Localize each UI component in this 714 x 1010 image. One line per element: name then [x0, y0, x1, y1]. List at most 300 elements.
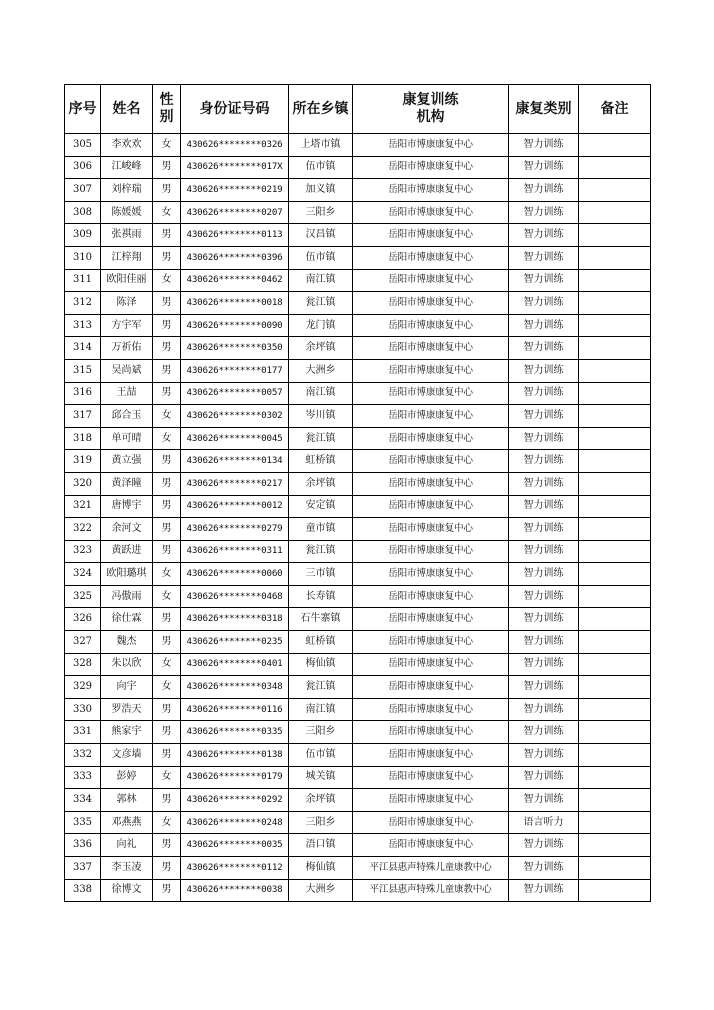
cell-institution: 岳阳市博康康复中心: [353, 382, 509, 405]
cell-seq: 321: [65, 495, 101, 518]
cell-institution: 岳阳市博康康复中心: [353, 201, 509, 224]
cell-town: 大洲乡: [289, 879, 353, 902]
cell-seq: 305: [65, 134, 101, 157]
cell-town: 伍市镇: [289, 156, 353, 179]
cell-rehab-type: 智力训练: [509, 337, 579, 360]
cell-institution: 岳阳市博康康复中心: [353, 450, 509, 473]
cell-rehab-type: 智力训练: [509, 246, 579, 269]
table-row: [65, 337, 651, 360]
table-row: [65, 179, 651, 202]
cell-sex: 女: [153, 653, 181, 676]
cell-town: 余坪镇: [289, 472, 353, 495]
cell-institution: 岳阳市博康康复中心: [353, 292, 509, 315]
cell-id: 430626********0038: [181, 879, 289, 902]
cell-name: 徐仕霖: [101, 608, 153, 631]
cell-id: 430626********0138: [181, 744, 289, 767]
cell-seq: 313: [65, 314, 101, 337]
cell-id: 430626********0468: [181, 585, 289, 608]
cell-note: [579, 608, 651, 631]
cell-sex: 男: [153, 224, 181, 247]
cell-sex: 女: [153, 134, 181, 157]
table-row: [65, 495, 651, 518]
cell-rehab-type: 智力训练: [509, 359, 579, 382]
cell-town: 三阳乡: [289, 201, 353, 224]
cell-note: [579, 879, 651, 902]
cell-rehab-type: 智力训练: [509, 585, 579, 608]
cell-sex: 女: [153, 269, 181, 292]
cell-note: [579, 269, 651, 292]
cell-id: 430626********0318: [181, 608, 289, 631]
cell-note: [579, 472, 651, 495]
cell-seq: 335: [65, 811, 101, 834]
cell-town: 加义镇: [289, 179, 353, 202]
cell-institution: 岳阳市博康康复中心: [353, 834, 509, 857]
cell-note: [579, 789, 651, 812]
cell-institution: 岳阳市博康康复中心: [353, 766, 509, 789]
cell-seq: 337: [65, 857, 101, 880]
table-row: [65, 608, 651, 631]
cell-town: 三市镇: [289, 563, 353, 586]
cell-institution: 平江县惠声特殊儿童康教中心: [353, 857, 509, 880]
cell-id: 430626********0045: [181, 427, 289, 450]
cell-id: 430626********0219: [181, 179, 289, 202]
cell-id: 430626********0248: [181, 811, 289, 834]
cell-sex: 女: [153, 427, 181, 450]
cell-rehab-type: 智力训练: [509, 540, 579, 563]
cell-id: 430626********0035: [181, 834, 289, 857]
cell-seq: 336: [65, 834, 101, 857]
cell-name: 向礼: [101, 834, 153, 857]
cell-sex: 男: [153, 450, 181, 473]
cell-rehab-type: 智力训练: [509, 269, 579, 292]
cell-note: [579, 744, 651, 767]
cell-town: 虹桥镇: [289, 631, 353, 654]
cell-note: [579, 857, 651, 880]
cell-id: 430626********0350: [181, 337, 289, 360]
cell-note: [579, 834, 651, 857]
cell-rehab-type: 智力训练: [509, 834, 579, 857]
cell-seq: 315: [65, 359, 101, 382]
cell-sex: 女: [153, 811, 181, 834]
cell-rehab-type: 智力训练: [509, 156, 579, 179]
cell-institution: 岳阳市博康康复中心: [353, 246, 509, 269]
cell-id: 430626********0217: [181, 472, 289, 495]
table-row: [65, 540, 651, 563]
cell-town: 余坪镇: [289, 789, 353, 812]
cell-rehab-type: 智力训练: [509, 314, 579, 337]
cell-sex: 男: [153, 540, 181, 563]
cell-name: 向宇: [101, 676, 153, 699]
table-row: [65, 518, 651, 541]
cell-institution: 岳阳市博康康复中心: [353, 563, 509, 586]
cell-sex: 女: [153, 201, 181, 224]
cell-rehab-type: 智力训练: [509, 721, 579, 744]
cell-sex: 男: [153, 834, 181, 857]
table-row: [65, 631, 651, 654]
table-row: [65, 857, 651, 880]
table-row: [65, 744, 651, 767]
cell-rehab-type: 智力训练: [509, 292, 579, 315]
cell-name: 黄泽瞳: [101, 472, 153, 495]
cell-rehab-type: 智力训练: [509, 201, 579, 224]
cell-seq: 308: [65, 201, 101, 224]
cell-seq: 334: [65, 789, 101, 812]
cell-sex: 男: [153, 292, 181, 315]
cell-note: [579, 314, 651, 337]
cell-name: 邱合玉: [101, 405, 153, 428]
cell-seq: 309: [65, 224, 101, 247]
cell-town: 南江镇: [289, 269, 353, 292]
cell-sex: 男: [153, 721, 181, 744]
cell-town: 三阳乡: [289, 811, 353, 834]
cell-institution: 岳阳市博康康复中心: [353, 721, 509, 744]
cell-town: 岑川镇: [289, 405, 353, 428]
cell-rehab-type: 智力训练: [509, 224, 579, 247]
cell-rehab-type: 智力训练: [509, 766, 579, 789]
cell-seq: 316: [65, 382, 101, 405]
table-row: [65, 134, 651, 157]
cell-town: 长寿镇: [289, 585, 353, 608]
cell-town: 童市镇: [289, 518, 353, 541]
table-row: [65, 382, 651, 405]
table-row: [65, 676, 651, 699]
cell-sex: 男: [153, 744, 181, 767]
header-id: 身份证号码: [181, 85, 289, 134]
cell-id: 430626********0292: [181, 789, 289, 812]
table-row: [65, 427, 651, 450]
cell-seq: 311: [65, 269, 101, 292]
cell-rehab-type: 智力训练: [509, 857, 579, 880]
cell-id: 430626********0207: [181, 201, 289, 224]
cell-institution: 岳阳市博康康复中心: [353, 224, 509, 247]
cell-note: [579, 382, 651, 405]
cell-institution: 岳阳市博康康复中心: [353, 653, 509, 676]
cell-town: 伍市镇: [289, 246, 353, 269]
cell-sex: 女: [153, 405, 181, 428]
cell-institution: 岳阳市博康康复中心: [353, 540, 509, 563]
cell-sex: 男: [153, 382, 181, 405]
cell-id: 430626********0302: [181, 405, 289, 428]
cell-note: [579, 811, 651, 834]
cell-sex: 男: [153, 631, 181, 654]
cell-rehab-type: 智力训练: [509, 382, 579, 405]
cell-rehab-type: 智力训练: [509, 563, 579, 586]
cell-note: [579, 585, 651, 608]
table-row: [65, 405, 651, 428]
cell-town: 汉昌镇: [289, 224, 353, 247]
cell-town: 瓮江镇: [289, 540, 353, 563]
cell-sex: 女: [153, 563, 181, 586]
cell-town: 大洲乡: [289, 359, 353, 382]
cell-sex: 男: [153, 472, 181, 495]
cell-seq: 326: [65, 608, 101, 631]
cell-rehab-type: 语言听力: [509, 811, 579, 834]
cell-name: 万祈佑: [101, 337, 153, 360]
cell-seq: 328: [65, 653, 101, 676]
cell-note: [579, 563, 651, 586]
cell-sex: 男: [153, 246, 181, 269]
cell-name: 黄立强: [101, 450, 153, 473]
cell-sex: 男: [153, 879, 181, 902]
cell-seq: 325: [65, 585, 101, 608]
cell-note: [579, 450, 651, 473]
cell-name: 刘梓瑞: [101, 179, 153, 202]
cell-institution: 岳阳市博康康复中心: [353, 631, 509, 654]
cell-sex: 男: [153, 179, 181, 202]
table-row: [65, 314, 651, 337]
roster-table: [64, 84, 651, 902]
cell-id: 430626********0177: [181, 359, 289, 382]
cell-sex: 男: [153, 518, 181, 541]
cell-note: [579, 292, 651, 315]
cell-name: 李欢欢: [101, 134, 153, 157]
cell-seq: 322: [65, 518, 101, 541]
cell-name: 邓燕燕: [101, 811, 153, 834]
table-body: [65, 134, 651, 902]
cell-town: 城关镇: [289, 766, 353, 789]
cell-id: 430626********0396: [181, 246, 289, 269]
table-row: [65, 246, 651, 269]
cell-institution: 岳阳市博康康复中心: [353, 179, 509, 202]
table-row: [65, 292, 651, 315]
cell-name: 魏杰: [101, 631, 153, 654]
cell-seq: 331: [65, 721, 101, 744]
cell-seq: 306: [65, 156, 101, 179]
cell-institution: 岳阳市博康康复中心: [353, 698, 509, 721]
cell-name: 冯傲雨: [101, 585, 153, 608]
table-row: [65, 653, 651, 676]
table-row: [65, 585, 651, 608]
cell-institution: 岳阳市博康康复中心: [353, 585, 509, 608]
cell-id: 430626********0335: [181, 721, 289, 744]
cell-note: [579, 156, 651, 179]
table-row: [65, 789, 651, 812]
cell-id: 430626********0401: [181, 653, 289, 676]
cell-rehab-type: 智力训练: [509, 698, 579, 721]
table-row: [65, 766, 651, 789]
cell-name: 欧阳佳丽: [101, 269, 153, 292]
cell-name: 李玉凌: [101, 857, 153, 880]
cell-name: 徐博文: [101, 879, 153, 902]
cell-name: 余河文: [101, 518, 153, 541]
cell-id: 430626********0311: [181, 540, 289, 563]
cell-town: 瓮江镇: [289, 676, 353, 699]
cell-institution: 岳阳市博康康复中心: [353, 359, 509, 382]
cell-institution: 岳阳市博康康复中心: [353, 608, 509, 631]
cell-note: [579, 495, 651, 518]
cell-town: 瓮江镇: [289, 292, 353, 315]
cell-name: 熊家宇: [101, 721, 153, 744]
header-row: [65, 85, 651, 134]
cell-name: 彭婷: [101, 766, 153, 789]
cell-note: [579, 134, 651, 157]
cell-seq: 314: [65, 337, 101, 360]
table-row: [65, 879, 651, 902]
cell-sex: 男: [153, 156, 181, 179]
cell-id: 430626********0279: [181, 518, 289, 541]
cell-id: 430626********0113: [181, 224, 289, 247]
cell-rehab-type: 智力训练: [509, 179, 579, 202]
cell-name: 陈媛媛: [101, 201, 153, 224]
table-row: [65, 811, 651, 834]
cell-name: 黄跃进: [101, 540, 153, 563]
cell-id: 430626********0462: [181, 269, 289, 292]
cell-institution: 岳阳市博康康复中心: [353, 314, 509, 337]
cell-town: 安定镇: [289, 495, 353, 518]
cell-town: 上塔市镇: [289, 134, 353, 157]
cell-seq: 307: [65, 179, 101, 202]
cell-institution: 岳阳市博康康复中心: [353, 427, 509, 450]
table-row: [65, 224, 651, 247]
table-row: [65, 201, 651, 224]
table-row: [65, 721, 651, 744]
cell-note: [579, 179, 651, 202]
cell-town: 南江镇: [289, 698, 353, 721]
table-row: [65, 359, 651, 382]
cell-town: 余坪镇: [289, 337, 353, 360]
cell-id: 430626********0018: [181, 292, 289, 315]
cell-town: 石牛寨镇: [289, 608, 353, 631]
cell-name: 吴尚斌: [101, 359, 153, 382]
cell-town: 梅仙镇: [289, 653, 353, 676]
cell-id: 430626********0112: [181, 857, 289, 880]
cell-rehab-type: 智力训练: [509, 405, 579, 428]
cell-town: 瓮江镇: [289, 427, 353, 450]
cell-sex: 男: [153, 337, 181, 360]
cell-institution: 岳阳市博康康复中心: [353, 789, 509, 812]
header-seq: 序号: [65, 85, 101, 134]
cell-note: [579, 337, 651, 360]
cell-name: 欧阳璐琪: [101, 563, 153, 586]
cell-seq: 310: [65, 246, 101, 269]
cell-id: 430626********017X: [181, 156, 289, 179]
cell-name: 方宇军: [101, 314, 153, 337]
cell-rehab-type: 智力训练: [509, 676, 579, 699]
cell-note: [579, 653, 651, 676]
cell-rehab-type: 智力训练: [509, 472, 579, 495]
cell-rehab-type: 智力训练: [509, 789, 579, 812]
cell-rehab-type: 智力训练: [509, 744, 579, 767]
cell-town: 伍市镇: [289, 744, 353, 767]
cell-seq: 327: [65, 631, 101, 654]
cell-seq: 332: [65, 744, 101, 767]
cell-note: [579, 518, 651, 541]
cell-id: 430626********0134: [181, 450, 289, 473]
header-town: 所在乡镇: [289, 85, 353, 134]
cell-seq: 324: [65, 563, 101, 586]
table-row: [65, 472, 651, 495]
cell-seq: 329: [65, 676, 101, 699]
cell-note: [579, 246, 651, 269]
table-row: [65, 156, 651, 179]
cell-note: [579, 698, 651, 721]
table-row: [65, 450, 651, 473]
cell-note: [579, 427, 651, 450]
cell-sex: 男: [153, 495, 181, 518]
cell-institution: 岳阳市博康康复中心: [353, 472, 509, 495]
header-sex: 性别: [153, 85, 181, 134]
cell-town: 浯口镇: [289, 834, 353, 857]
cell-rehab-type: 智力训练: [509, 518, 579, 541]
cell-town: 三阳乡: [289, 721, 353, 744]
cell-id: 430626********0090: [181, 314, 289, 337]
cell-institution: 岳阳市博康康复中心: [353, 811, 509, 834]
cell-note: [579, 721, 651, 744]
table-row: [65, 269, 651, 292]
cell-seq: 323: [65, 540, 101, 563]
cell-name: 罗浩天: [101, 698, 153, 721]
cell-rehab-type: 智力训练: [509, 608, 579, 631]
cell-seq: 318: [65, 427, 101, 450]
cell-name: 江峻峰: [101, 156, 153, 179]
cell-rehab-type: 智力训练: [509, 631, 579, 654]
cell-note: [579, 631, 651, 654]
cell-name: 文彦墙: [101, 744, 153, 767]
cell-note: [579, 405, 651, 428]
cell-name: 张祺雨: [101, 224, 153, 247]
cell-id: 430626********0060: [181, 563, 289, 586]
cell-note: [579, 766, 651, 789]
cell-institution: 岳阳市博康康复中心: [353, 744, 509, 767]
cell-town: 虹桥镇: [289, 450, 353, 473]
cell-institution: 岳阳市博康康复中心: [353, 156, 509, 179]
cell-id: 430626********0235: [181, 631, 289, 654]
cell-rehab-type: 智力训练: [509, 450, 579, 473]
cell-name: 唐博宇: [101, 495, 153, 518]
cell-note: [579, 540, 651, 563]
cell-rehab-type: 智力训练: [509, 879, 579, 902]
cell-sex: 女: [153, 676, 181, 699]
cell-sex: 男: [153, 857, 181, 880]
cell-name: 单可晴: [101, 427, 153, 450]
header-institution: 康复训练机构: [353, 85, 509, 134]
cell-seq: 312: [65, 292, 101, 315]
cell-sex: 男: [153, 608, 181, 631]
cell-name: 朱以欣: [101, 653, 153, 676]
header-rehab-type: 康复类别: [509, 85, 579, 134]
cell-town: 南江镇: [289, 382, 353, 405]
cell-seq: 333: [65, 766, 101, 789]
cell-town: 龙门镇: [289, 314, 353, 337]
table-row: [65, 563, 651, 586]
cell-sex: 女: [153, 585, 181, 608]
cell-id: 430626********0326: [181, 134, 289, 157]
cell-name: 江梓翔: [101, 246, 153, 269]
cell-sex: 男: [153, 698, 181, 721]
cell-rehab-type: 智力训练: [509, 134, 579, 157]
cell-note: [579, 201, 651, 224]
cell-institution: 岳阳市博康康复中心: [353, 405, 509, 428]
cell-id: 430626********0179: [181, 766, 289, 789]
cell-institution: 平江县惠声特殊儿童康教中心: [353, 879, 509, 902]
cell-seq: 317: [65, 405, 101, 428]
cell-sex: 女: [153, 766, 181, 789]
header-name: 姓名: [101, 85, 153, 134]
cell-institution: 岳阳市博康康复中心: [353, 518, 509, 541]
cell-institution: 岳阳市博康康复中心: [353, 495, 509, 518]
cell-sex: 男: [153, 789, 181, 812]
cell-note: [579, 676, 651, 699]
cell-name: 陈泽: [101, 292, 153, 315]
cell-institution: 岳阳市博康康复中心: [353, 269, 509, 292]
cell-seq: 319: [65, 450, 101, 473]
cell-name: 郭林: [101, 789, 153, 812]
cell-institution: 岳阳市博康康复中心: [353, 676, 509, 699]
cell-institution: 岳阳市博康康复中心: [353, 337, 509, 360]
cell-rehab-type: 智力训练: [509, 427, 579, 450]
table-row: [65, 698, 651, 721]
cell-seq: 320: [65, 472, 101, 495]
